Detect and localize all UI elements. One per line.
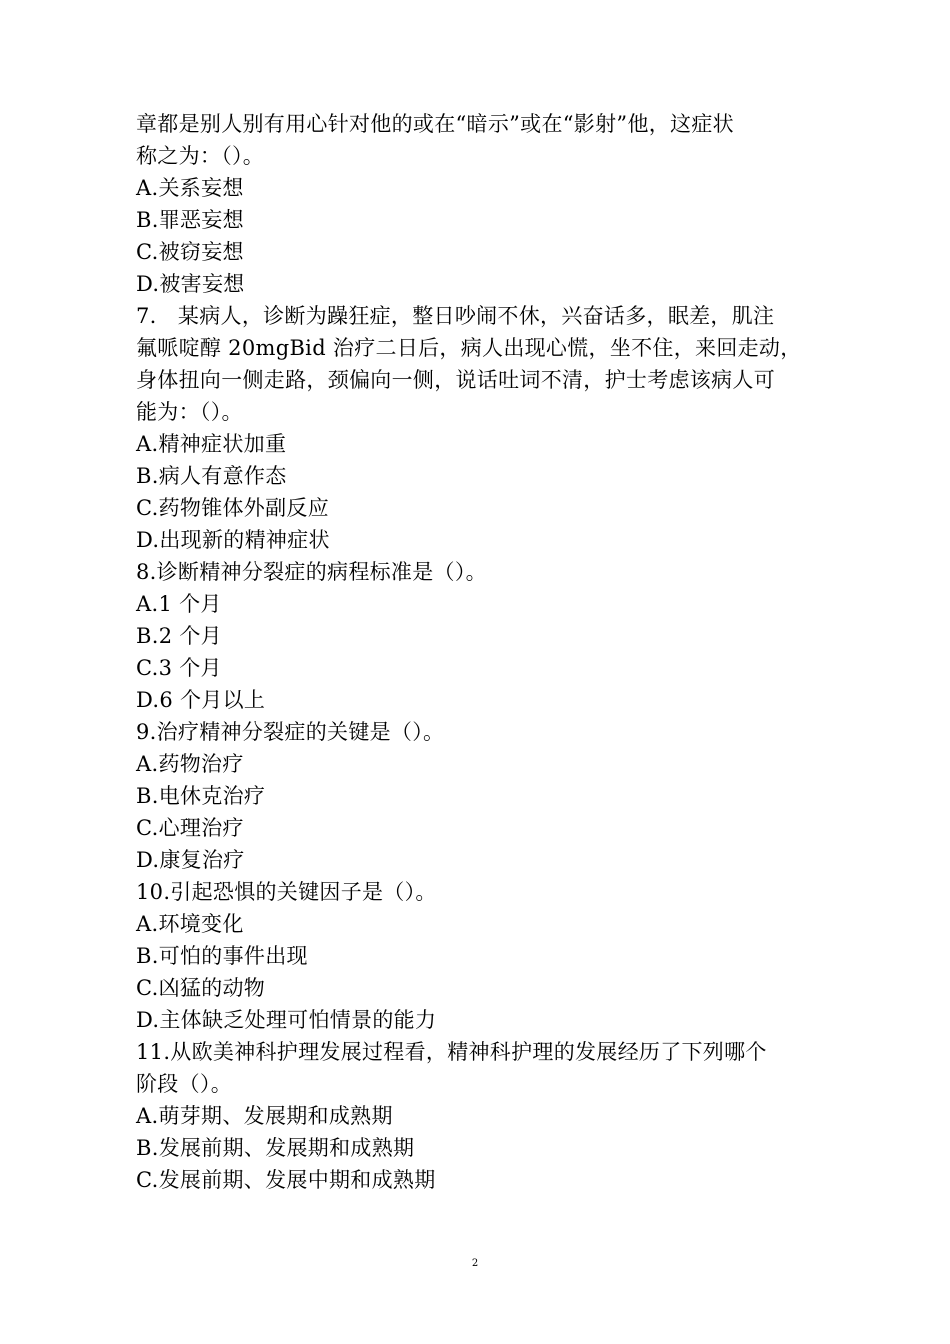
text-line: 10.引起恐惧的关键因子是（）。 bbox=[136, 880, 437, 904]
text-line: A.1 个月 bbox=[136, 592, 222, 616]
text-line: C.3 个月 bbox=[136, 656, 222, 680]
text-line: B.2 个月 bbox=[136, 624, 222, 648]
text-line: C.被窃妄想 bbox=[136, 240, 244, 264]
text-line: 能为：（）。 bbox=[136, 400, 243, 424]
text-line: B.电休克治疗 bbox=[136, 784, 266, 808]
text-line: 7. 某病人，诊断为躁狂症，整日吵闹不休，兴奋话多，眠差，肌注 bbox=[136, 304, 775, 328]
text-line: 11.从欧美神科护理发展过程看，精神科护理的发展经历了下列哪个 bbox=[136, 1040, 767, 1064]
text-line: B.发展前期、发展期和成熟期 bbox=[136, 1136, 415, 1160]
text-line: 9.治疗精神分裂症的关键是（）。 bbox=[136, 720, 445, 744]
text-line: 氟哌啶醇 20mgBid 治疗二日后，病人出现心慌，坐不住，来回走动， bbox=[136, 336, 802, 360]
text-line: D.6 个月以上 bbox=[136, 688, 266, 712]
text-line: 章都是别人别有用心针对他的或在“暗示”或在“影射”他，这症状 bbox=[136, 112, 734, 136]
text-line: C.心理治疗 bbox=[136, 816, 244, 840]
text-line: 身体扭向一侧走路，颈偏向一侧，说话吐词不清，护士考虑该病人可 bbox=[136, 368, 775, 392]
text-line: A.药物治疗 bbox=[136, 752, 244, 776]
text-line: D.被害妄想 bbox=[136, 272, 245, 296]
page-number: 2 bbox=[471, 1258, 479, 1269]
text-line: B.罪恶妄想 bbox=[136, 208, 244, 232]
text-line: B.可怕的事件出现 bbox=[136, 944, 308, 968]
text-line: A.萌芽期、发展期和成熟期 bbox=[136, 1104, 393, 1128]
text-line: A.环境变化 bbox=[136, 912, 244, 936]
text-line: A.精神症状加重 bbox=[136, 432, 287, 456]
text-line: 称之为：（）。 bbox=[136, 144, 265, 168]
text-line: C.发展前期、发展中期和成熟期 bbox=[136, 1168, 436, 1192]
document-body bbox=[136, 108, 816, 1196]
text-line: D.出现新的精神症状 bbox=[136, 528, 330, 552]
text-line: D.康复治疗 bbox=[136, 848, 245, 872]
text-line: D.主体缺乏处理可怕情景的能力 bbox=[136, 1008, 437, 1032]
text-line: A.关系妄想 bbox=[136, 176, 244, 200]
text-line: B.病人有意作态 bbox=[136, 464, 287, 488]
text-line: 阶段（）。 bbox=[136, 1072, 232, 1096]
text-line: C.药物锥体外副反应 bbox=[136, 496, 329, 520]
text-line: 8.诊断精神分裂症的病程标准是（）。 bbox=[136, 560, 487, 584]
text-line: C.凶猛的动物 bbox=[136, 976, 266, 1000]
